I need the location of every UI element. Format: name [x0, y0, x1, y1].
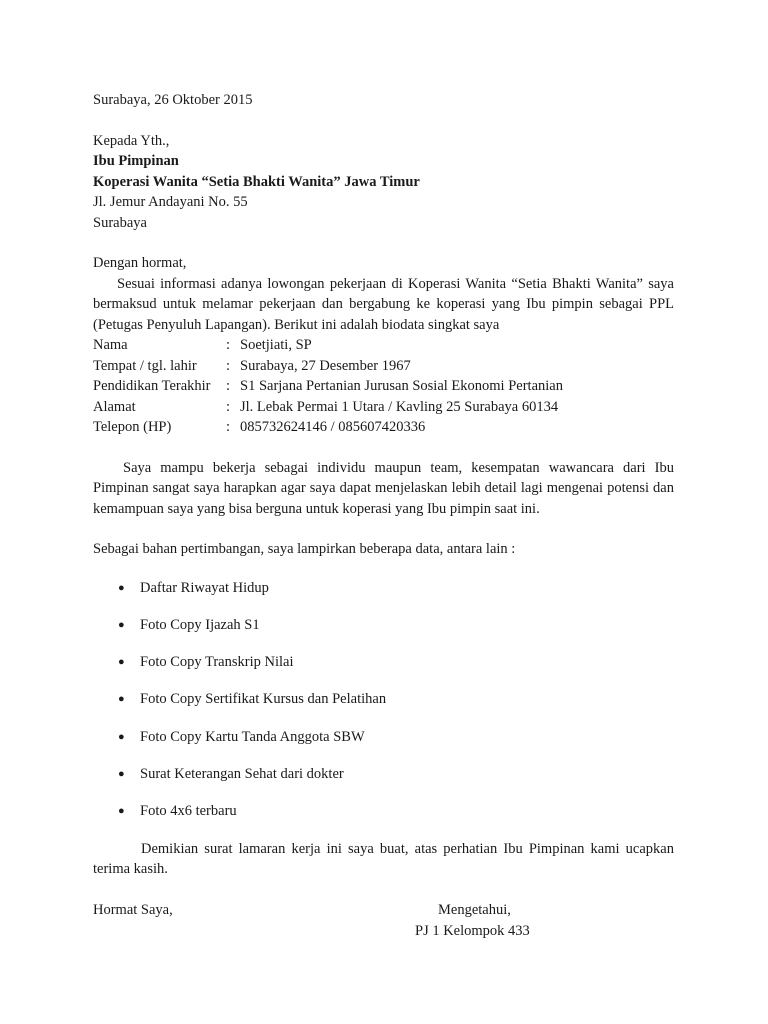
biodata-value: Surabaya, 27 Desember 1967	[240, 357, 411, 374]
biodata-label: Alamat	[93, 398, 136, 415]
biodata-row	[93, 335, 674, 356]
list-item	[93, 801, 674, 822]
attachment-label: Foto Copy Ijazah S1	[140, 616, 260, 633]
signature-left: Hormat Saya,	[93, 901, 173, 918]
biodata-colon: :	[226, 378, 231, 394]
signature-block	[93, 900, 674, 944]
intro-paragraph: Sesuai informasi adanya lowongan pekerjaan di Koperasi Wanita “Setia Bhakti Wanita” saya bermaksud untuk melamar pekerjaan dan bergabung ke koperasi yang Ibu pimpin sebagai PPL (Petugas Penyuluh Lapangan). Berikut ini adalah biodata singkat saya	[93, 275, 674, 333]
bullet-icon: ●	[118, 618, 125, 631]
biodata-row	[93, 376, 674, 397]
bullet-icon: ●	[118, 805, 125, 818]
attachments-list	[93, 578, 674, 822]
recipient-name: Ibu Pimpinan	[93, 153, 179, 169]
biodata-colon: :	[226, 419, 231, 435]
attachments-intro: Sebagai bahan pertimbangan, saya lampirkan beberapa data, antara lain :	[93, 541, 516, 557]
list-item	[93, 615, 674, 636]
biodata-row	[93, 356, 674, 377]
biodata-value: Soetjiati, SP	[240, 337, 312, 353]
attachment-label: Surat Keterangan Sehat dari dokter	[140, 765, 344, 782]
biodata-table	[93, 335, 674, 438]
biodata-colon: :	[226, 357, 231, 374]
attachment-label: Daftar Riwayat Hidup	[140, 579, 269, 596]
biodata-label: Tempat / tgl. lahir	[93, 357, 197, 374]
biodata-value: Jl. Lebak Permai 1 Utara / Kavling 25 Surabaya 60134	[240, 398, 559, 415]
biodata-colon: :	[226, 337, 231, 353]
biodata-row	[93, 397, 674, 418]
recipient-city: Surabaya	[93, 214, 147, 231]
biodata-row	[93, 417, 674, 438]
ability-paragraph: Saya mampu bekerja sebagai individu maupun team, kesempatan wawancara dari Ibu Pimpinan sangat saya harapkan agar saya dapat menjelaskan lebih detail lagi mengenai potensi dan kemampuan saya yang bisa berguna untuk koperasi yang Ibu pimpin saat ini.	[93, 459, 674, 517]
bullet-icon: ●	[118, 767, 125, 780]
biodata-label: Telepon (HP)	[93, 419, 172, 435]
recipient-salutation: Kepada Yth.,	[93, 132, 170, 149]
attachment-label: Foto Copy Sertifikat Kursus dan Pelatihan	[140, 691, 387, 708]
greeting: Dengan hormat,	[93, 255, 187, 271]
recipient-address: Jl. Jemur Andayani No. 55	[93, 194, 248, 210]
closing-paragraph: Demikian surat lamaran kerja ini saya buat, atas perhatian Ibu Pimpinan kami ucapkan terima kasih.	[93, 840, 674, 878]
attachment-label: Foto 4x6 terbaru	[140, 803, 237, 820]
attachment-label: Foto Copy Kartu Tanda Anggota SBW	[140, 728, 365, 745]
attachment-label: Foto Copy Transkrip Nilai	[140, 654, 294, 671]
list-item	[93, 578, 674, 599]
list-item	[93, 727, 674, 748]
biodata-value: 085732624146 / 085607420336	[240, 419, 426, 435]
letter-page	[93, 90, 674, 944]
list-item	[93, 652, 674, 673]
bullet-icon: ●	[118, 581, 125, 594]
bullet-icon: ●	[118, 693, 125, 706]
biodata-value: S1 Sarjana Pertanian Jurusan Sosial Ekonomi Pertanian	[240, 378, 563, 394]
signature-title: PJ 1 Kelompok 433	[415, 922, 530, 939]
biodata-label: Pendidikan Terakhir	[93, 378, 211, 394]
biodata-colon: :	[226, 398, 231, 415]
bullet-icon: ●	[118, 656, 125, 669]
bullet-icon: ●	[118, 730, 125, 743]
biodata-label: Nama	[93, 337, 128, 353]
recipient-organization: Koperasi Wanita “Setia Bhakti Wanita” Jawa Timur	[93, 173, 420, 190]
list-item	[93, 764, 674, 785]
place-date: Surabaya, 26 Oktober 2015	[93, 92, 253, 108]
list-item	[93, 689, 674, 710]
signature-acknowledged: Mengetahui,	[438, 901, 511, 918]
